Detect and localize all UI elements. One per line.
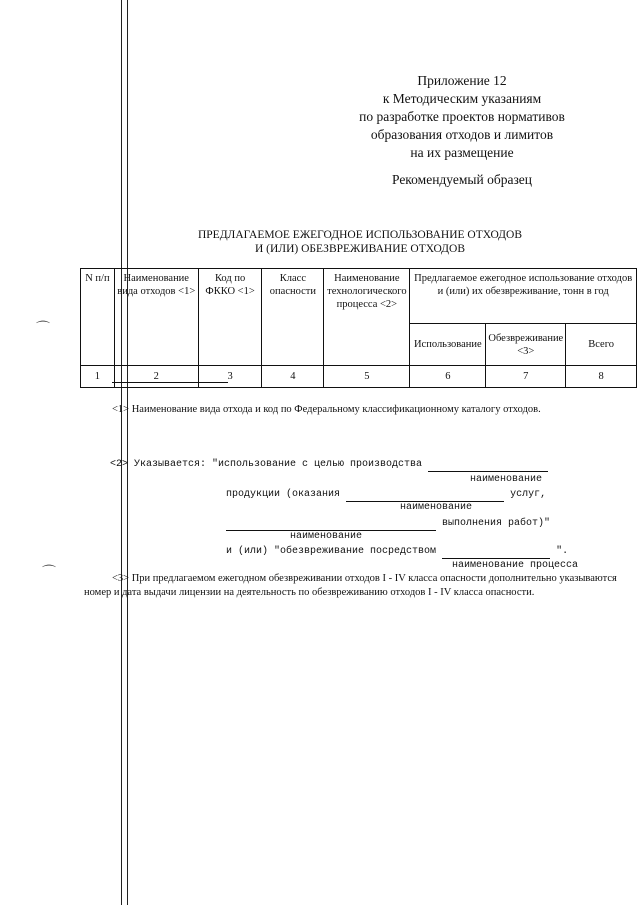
column-number: 4 [262, 366, 324, 388]
footnote-2-text: услуг, [510, 489, 547, 500]
header-line: на их размещение [410, 145, 514, 160]
blank-line [226, 520, 436, 531]
blank-caption: наименование [470, 474, 543, 485]
header-cell-total: Всего [566, 324, 637, 366]
header-line: по разработке проектов нормативов [359, 109, 565, 124]
footnote-2-text: продукции (оказания [226, 489, 341, 500]
header-line: к Методическим указаниям [382, 91, 542, 106]
waste-table [80, 268, 637, 388]
header-cell-hazard-class: Класс опасности [262, 269, 324, 366]
column-number: 8 [566, 366, 637, 388]
scan-vertical-line [127, 0, 128, 905]
header-cell-use: Использование [410, 324, 486, 366]
footnote-2-text: и (или) "обезвреживание посредством [226, 546, 437, 557]
blank-line [428, 461, 548, 472]
title-line: ПРЕДЛАГАЕМОЕ ЕЖЕГОДНОЕ ИСПОЛЬЗОВАНИЕ ОТХОДОВ [197, 229, 523, 241]
column-number: 6 [410, 366, 486, 388]
footnote-2-text: ". [556, 546, 569, 557]
footnote-2-line-2 [226, 488, 546, 502]
scan-artifact: ⌒ [42, 566, 56, 581]
footnote-2-line-1 [110, 458, 548, 472]
header-cell-group: Предлагаемое ежегодное использование отходов и (или) их обезвреживание, тонн в год [410, 269, 637, 324]
blank-line [346, 491, 504, 502]
footnote-1: <1> Наименование вида отхода и код по Федеральному классификационному каталогу отходов. [112, 404, 541, 415]
column-number: 7 [486, 366, 566, 388]
footnote-3: <3> При предлагаемом ежегодном обезвреживании отходов I - IV класса опасности дополнительно указываются номер и дата выдачи лицензии на деятельность по обезвреживанию отходов I - IV класса опасности. [84, 573, 617, 598]
blank-caption: наименование [400, 502, 473, 513]
title-line: И (ИЛИ) ОБЕЗВРЕЖИВАНИЕ ОТХОДОВ [254, 243, 466, 255]
column-number: 2 [114, 366, 198, 388]
footnote-2-line-4 [226, 545, 568, 559]
appendix-header [332, 72, 592, 162]
scan-vertical-line [121, 0, 122, 905]
column-number: 5 [324, 366, 410, 388]
appendix-number: Приложение 12 [417, 73, 507, 88]
scan-artifact: ⌒ [36, 322, 50, 337]
footnote-2-line-3 [226, 517, 550, 531]
column-number: 1 [81, 366, 115, 388]
header-cell-fkko-code: Код по ФККО <1> [198, 269, 262, 366]
header-cell-process: Наименование технологического процесса <2> [324, 269, 410, 366]
blank-caption: наименование процесса [452, 560, 579, 571]
header-cell-waste-name: Наименование вида отходов <1> [114, 269, 198, 366]
footnote-2-text: выполнения работ)" [442, 518, 551, 529]
header-line: образования отходов и лимитов [370, 127, 554, 142]
sample-label: Рекомендуемый образец [391, 172, 532, 187]
footnote-2-text: <2> Указывается: "использование с целью производства [110, 459, 423, 470]
document-title [180, 228, 540, 256]
header-cell-neutralization: Обезвреживание <3> [486, 324, 566, 366]
column-number: 3 [198, 366, 262, 388]
header-cell-number: N п/п [81, 269, 115, 366]
blank-line [442, 548, 550, 559]
blank-caption: наименование [290, 531, 363, 542]
footnote-separator [112, 382, 228, 383]
